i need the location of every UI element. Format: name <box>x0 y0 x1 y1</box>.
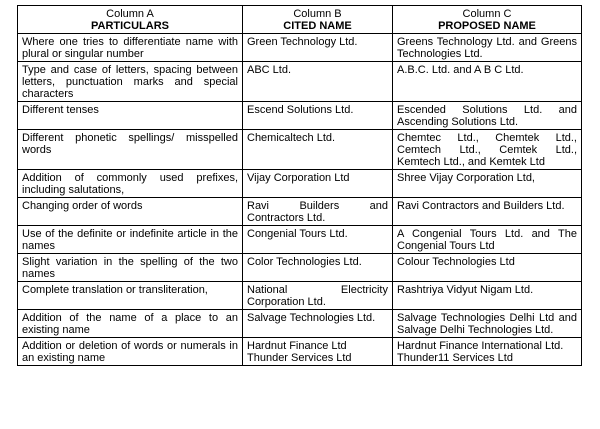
proposed-name-cell: Salvage Technologies Delhi Ltd and Salvage Delhi Technologies Ltd. <box>393 310 582 338</box>
proposed-name-cell: Chemtec Ltd., Chemtek Ltd., Cemtech Ltd., Cemtek Ltd., Kemtech Ltd., and Kemtek Ltd <box>393 130 582 170</box>
proposed-name-cell: Shree Vijay Corporation Ltd, <box>393 170 582 198</box>
table-row <box>18 170 582 198</box>
particular-cell: Use of the definite or indefinite article in the names <box>18 226 243 254</box>
table-row <box>18 130 582 170</box>
particular-cell: Addition or deletion of words or numerals in an existing name <box>18 338 243 366</box>
cited-name-cell: Congenial Tours Ltd. <box>243 226 393 254</box>
cited-name-cell: Ravi Builders and Contractors Ltd. <box>243 198 393 226</box>
cited-name-line: Hardnut Finance Ltd <box>247 340 347 352</box>
header-column-c <box>393 6 582 34</box>
proposed-name-cell: Greens Technology Ltd. and Greens Technologies Ltd. <box>393 34 582 62</box>
column-a-label: Column A <box>106 8 154 20</box>
header-column-b <box>243 6 393 34</box>
particular-cell: Complete translation or transliteration, <box>18 282 243 310</box>
cited-name-cell: National Electricity Corporation Ltd. <box>243 282 393 310</box>
particular-cell: Changing order of words <box>18 198 243 226</box>
cited-name-cell: ABC Ltd. <box>243 62 393 102</box>
proposed-name-cell: Colour Technologies Ltd <box>393 254 582 282</box>
table-row <box>18 198 582 226</box>
cited-name-cell: Escend Solutions Ltd. <box>243 102 393 130</box>
name-comparison-table <box>17 5 582 366</box>
proposed-name-cell <box>393 338 582 366</box>
cited-name-cell <box>243 338 393 366</box>
table-row <box>18 102 582 130</box>
cited-name-cell: Green Technology Ltd. <box>243 34 393 62</box>
name-comparison-table-wrapper <box>17 5 581 366</box>
particular-cell: Addition of commonly used prefixes, including salutations, <box>18 170 243 198</box>
column-c-title: PROPOSED NAME <box>438 20 536 32</box>
header-row <box>18 6 582 34</box>
cited-name-cell: Vijay Corporation Ltd <box>243 170 393 198</box>
table-row <box>18 282 582 310</box>
cited-name-cell: Salvage Technologies Ltd. <box>243 310 393 338</box>
table-row <box>18 310 582 338</box>
table-row <box>18 226 582 254</box>
column-a-title: PARTICULARS <box>90 20 169 32</box>
proposed-name-cell: Escended Solutions Ltd. and Ascending Solutions Ltd. <box>393 102 582 130</box>
cited-name-cell: Chemicaltech Ltd. <box>243 130 393 170</box>
proposed-name-cell: A.B.C. Ltd. and A B C Ltd. <box>393 62 582 102</box>
column-b-title: CITED NAME <box>283 20 352 32</box>
table-row <box>18 34 582 62</box>
cited-name-line: Thunder Services Ltd <box>247 352 352 364</box>
proposed-name-cell: Rashtriya Vidyut Nigam Ltd. <box>393 282 582 310</box>
proposed-name-line: Thunder11 Services Ltd <box>397 352 513 364</box>
particular-cell: Different phonetic spellings/ misspelled words <box>18 130 243 170</box>
table-row <box>18 62 582 102</box>
column-b-label: Column B <box>293 8 342 20</box>
particular-cell: Slight variation in the spelling of the two names <box>18 254 243 282</box>
header-column-a <box>18 6 243 34</box>
particular-cell: Different tenses <box>18 102 243 130</box>
table-row <box>18 338 582 366</box>
proposed-name-line: Hardnut Finance International Ltd. <box>397 340 564 352</box>
particular-cell: Where one tries to differentiate name with plural or singular number <box>18 34 243 62</box>
proposed-name-cell: Ravi Contractors and Builders Ltd. <box>393 198 582 226</box>
table-row <box>18 254 582 282</box>
column-c-label: Column C <box>462 8 512 20</box>
cited-name-cell: Color Technologies Ltd. <box>243 254 393 282</box>
particular-cell: Addition of the name of a place to an existing name <box>18 310 243 338</box>
proposed-name-cell: A Congenial Tours Ltd. and The Congenial Tours Ltd <box>393 226 582 254</box>
particular-cell: Type and case of letters, spacing between letters, punctuation marks and special characters <box>18 62 243 102</box>
